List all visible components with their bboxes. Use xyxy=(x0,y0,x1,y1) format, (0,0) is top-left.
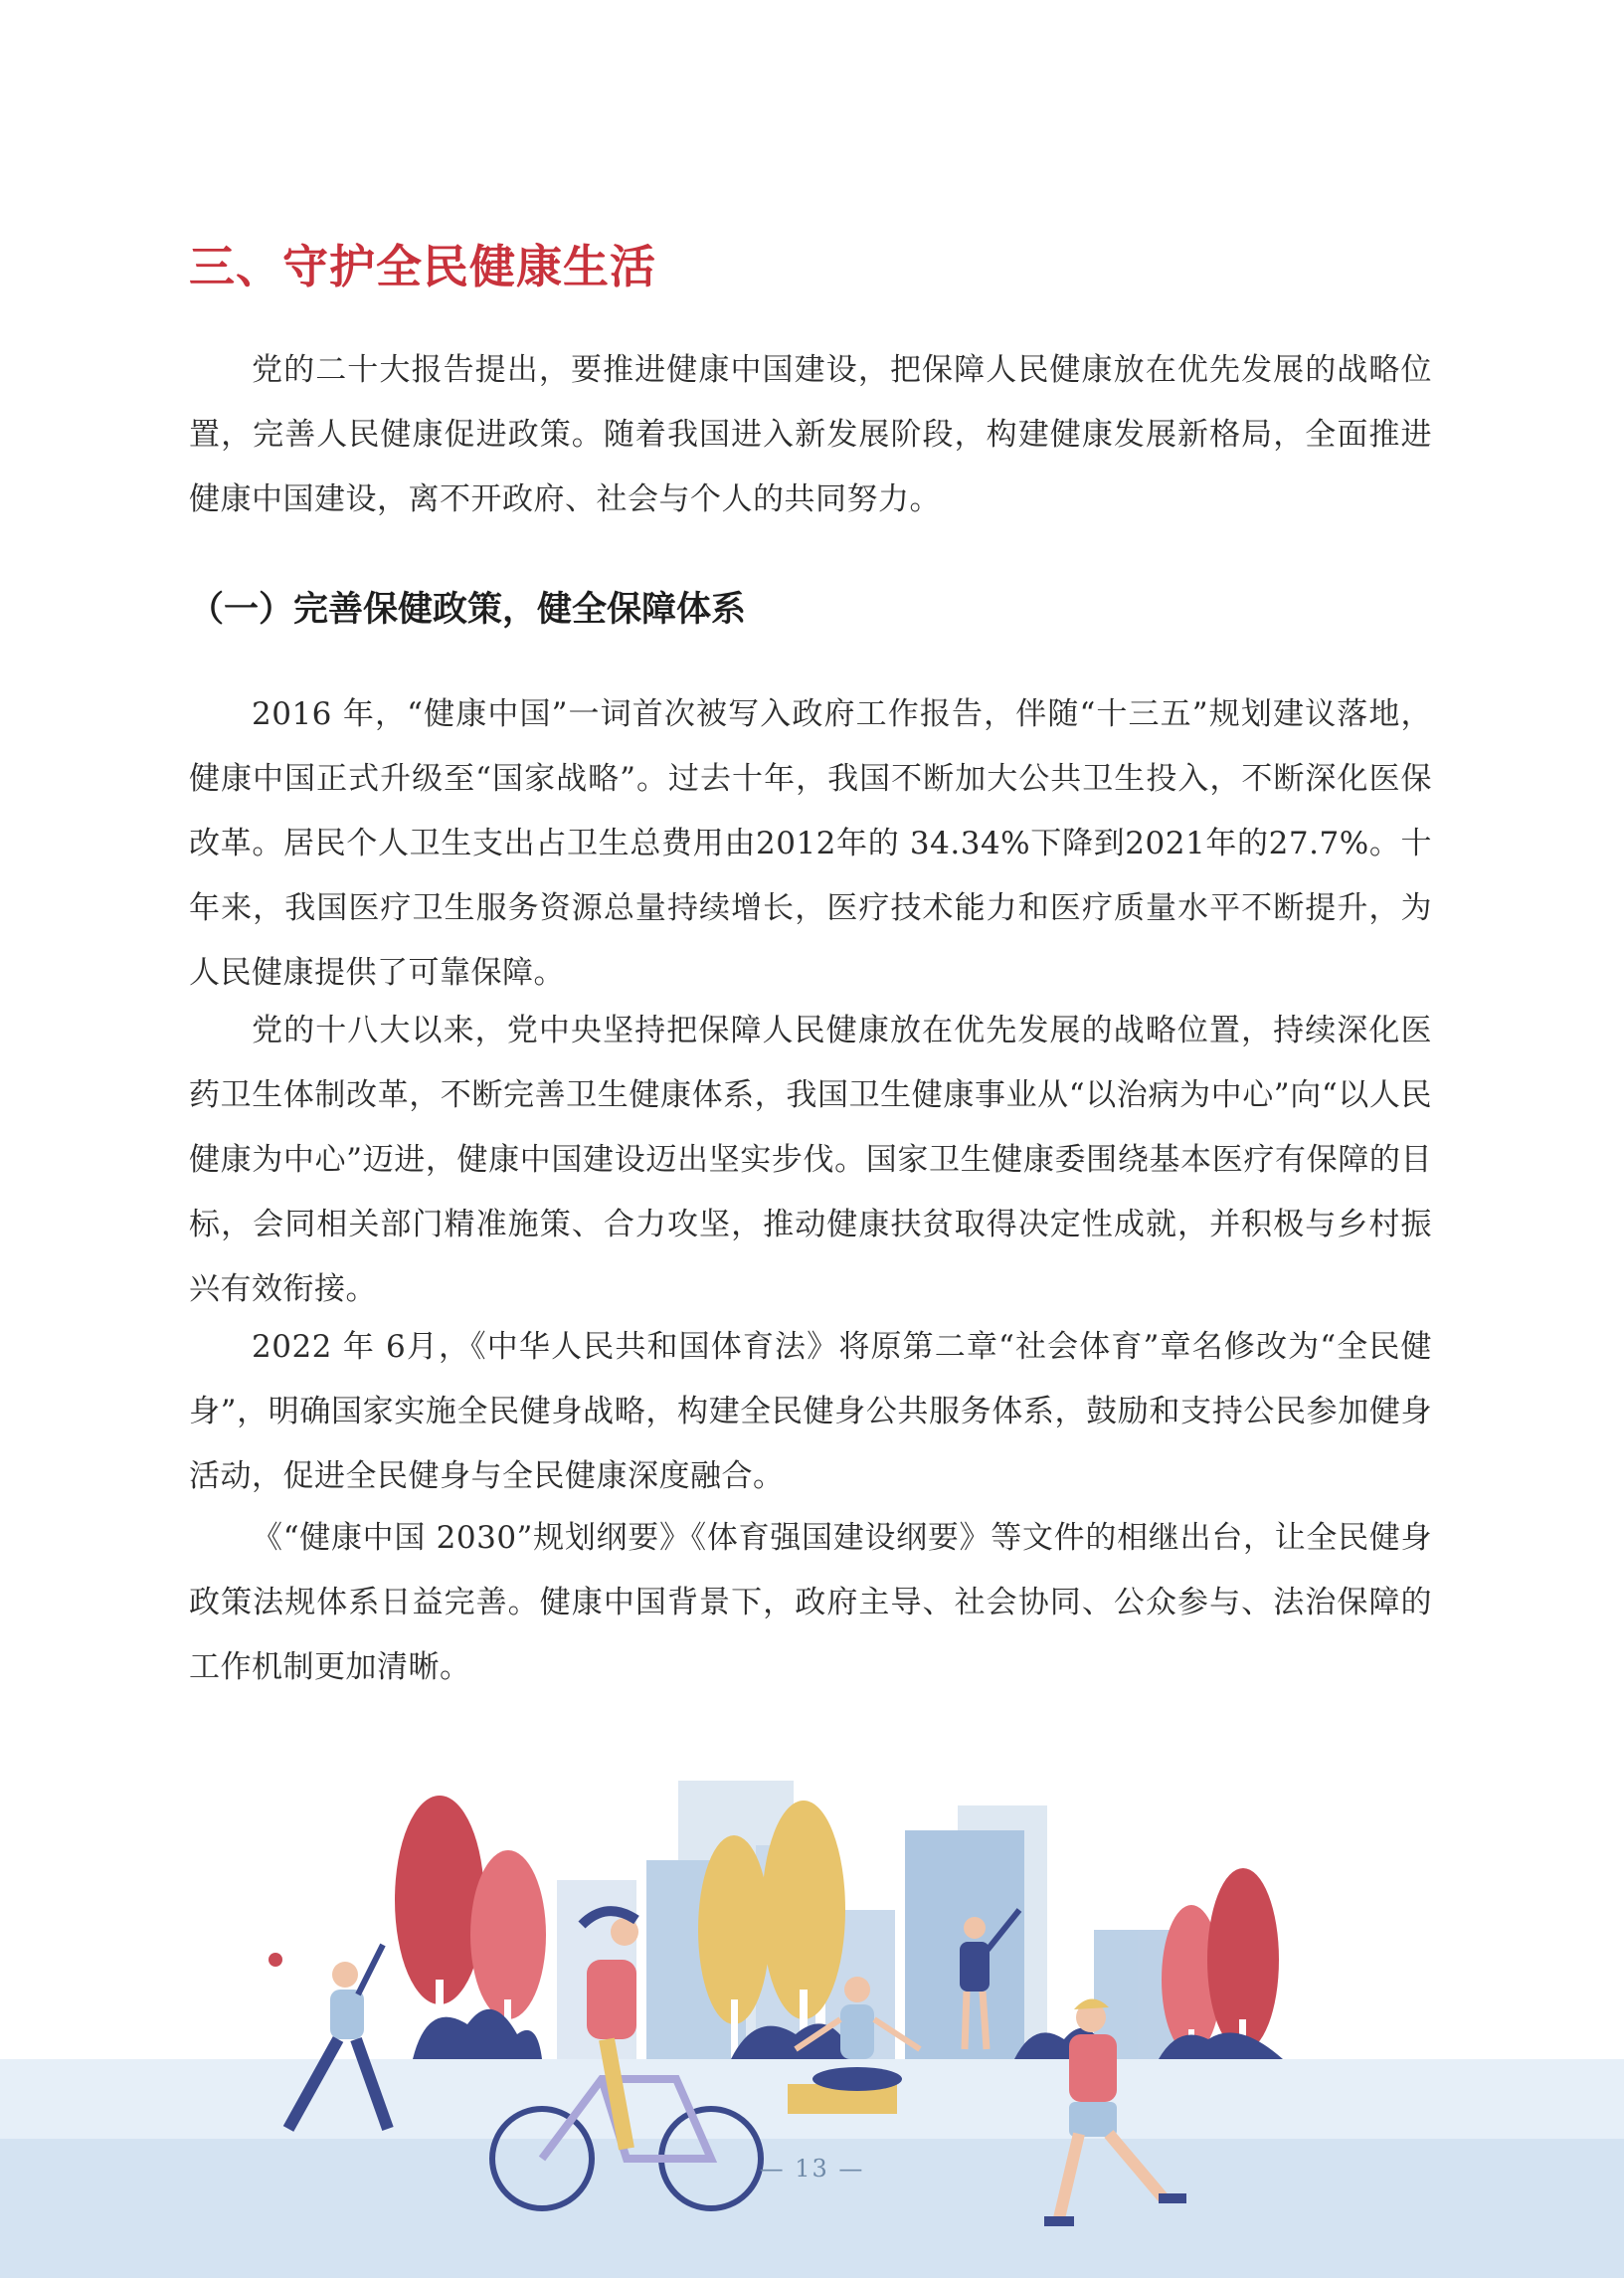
fitness-illustration xyxy=(0,1751,1624,2278)
page-number: — 13 — xyxy=(759,2155,865,2183)
body-paragraph-4: 《“健康中国 2030”规划纲要》《体育强国建设纲要》等文件的相继出台，让全民健身政策法规体系日益完善。健康中国背景下，政府主导、社会协同、公众参与、法治保障的工作机制更加清晰。 xyxy=(189,1520,1432,1685)
body-paragraph-1: 2016 年，“健康中国”一词首次被写入政府工作报告，伴随“十三五”规划建议落地，健康中国正式升级至“国家战略”。过去十年，我国不断加大公共卫生投入，不断深化医保改革。居民个人卫生支出占卫生总费用由2012年的 34.34%下降到2021年的27.7%。十年来，我国医疗卫生服务资源总量持续增长，医疗技术能力和医疗质量水平不断提升，为人民健康提供了可靠保障。 xyxy=(189,696,1432,991)
body-paragraph-2: 党的十八大以来，党中央坚持把保障人民健康放在优先发展的战略位置，持续深化医药卫生体制改革，不断完善卫生健康体系，我国卫生健康事业从“以治病为中心”向“以人民健康为中心”迈进，健康中国建设迈出坚实步伐。国家卫生健康委围绕基本医疗有保障的目标，会同相关部门精准施策、合力攻坚，推动健康扶贫取得决定性成就，并积极与乡村振兴有效衔接。 xyxy=(189,1013,1432,1307)
section-title: 三、守护全民健康生活 xyxy=(189,240,656,293)
intro-paragraph: 党的二十大报告提出，要推进健康中国建设，把保障人民健康放在优先发展的战略位置，完善人民健康促进政策。随着我国进入新发展阶段，构建健康发展新格局，全面推进健康中国建设，离不开政府、社会与个人的共同努力。 xyxy=(189,352,1432,517)
city-buildings xyxy=(557,1781,1203,2059)
subsection-title: （一）完善保健政策，健全保障体系 xyxy=(189,590,747,630)
bush-left xyxy=(413,2009,542,2059)
body-paragraph-3: 2022 年 6月，《中华人民共和国体育法》将原第二章“社会体育”章名修改为“全民健身”，明确国家实施全民健身战略，构建全民健身公共服务体系，鼓励和支持公民参加健身活动，促进全民健身与全民健康深度融合。 xyxy=(189,1329,1432,1494)
tree-red-right xyxy=(1207,1868,1279,2059)
